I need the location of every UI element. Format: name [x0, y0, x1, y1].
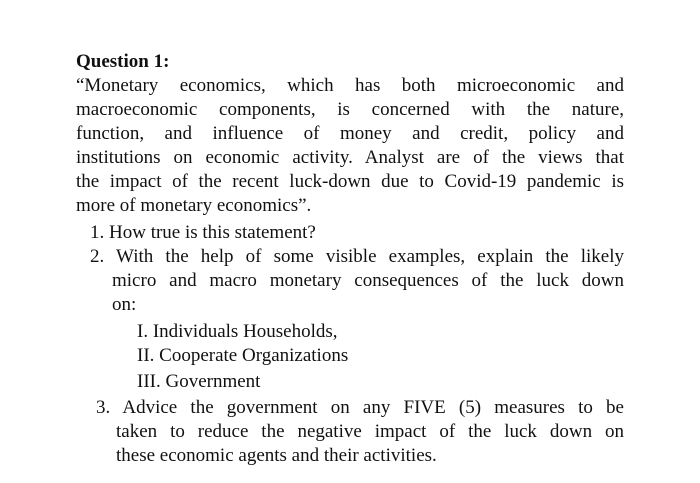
question-item-2-line: micro and macro monetary consequences of the luck down [112, 270, 624, 291]
passage-line: institutions on economic activity. Analyst are of the views that [76, 147, 624, 168]
passage-line: macroeconomic components, is concerned with the nature, [76, 99, 624, 120]
question-item-1: 1. How true is this statement? [90, 222, 316, 243]
subitem-cooperate-organizations: II. Cooperate Organizations [137, 345, 349, 366]
subitem-individuals-households: I. Individuals Households, [137, 321, 338, 342]
question-title: Question 1: [76, 51, 170, 72]
question-item-3-line: taken to reduce the negative impact of the luck down on [116, 421, 624, 442]
passage-line: function, and influence of money and credit, policy and [76, 123, 624, 144]
subitem-government: III. Government [137, 371, 261, 392]
question-item-3-line: these economic agents and their activities. [116, 445, 437, 466]
question-item-2-line: on: [112, 294, 137, 315]
passage-line: “Monetary economics, which has both microeconomic and [76, 75, 624, 96]
question-item-3-line: 3. Advice the government on any FIVE (5) measures to be [96, 397, 624, 418]
passage-line: the impact of the recent luck-down due to Covid-19 pandemic is [76, 171, 624, 192]
question-item-2-line: 2. With the help of some visible examples, explain the likely [90, 246, 624, 267]
passage-line: more of monetary economics”. [76, 195, 312, 216]
